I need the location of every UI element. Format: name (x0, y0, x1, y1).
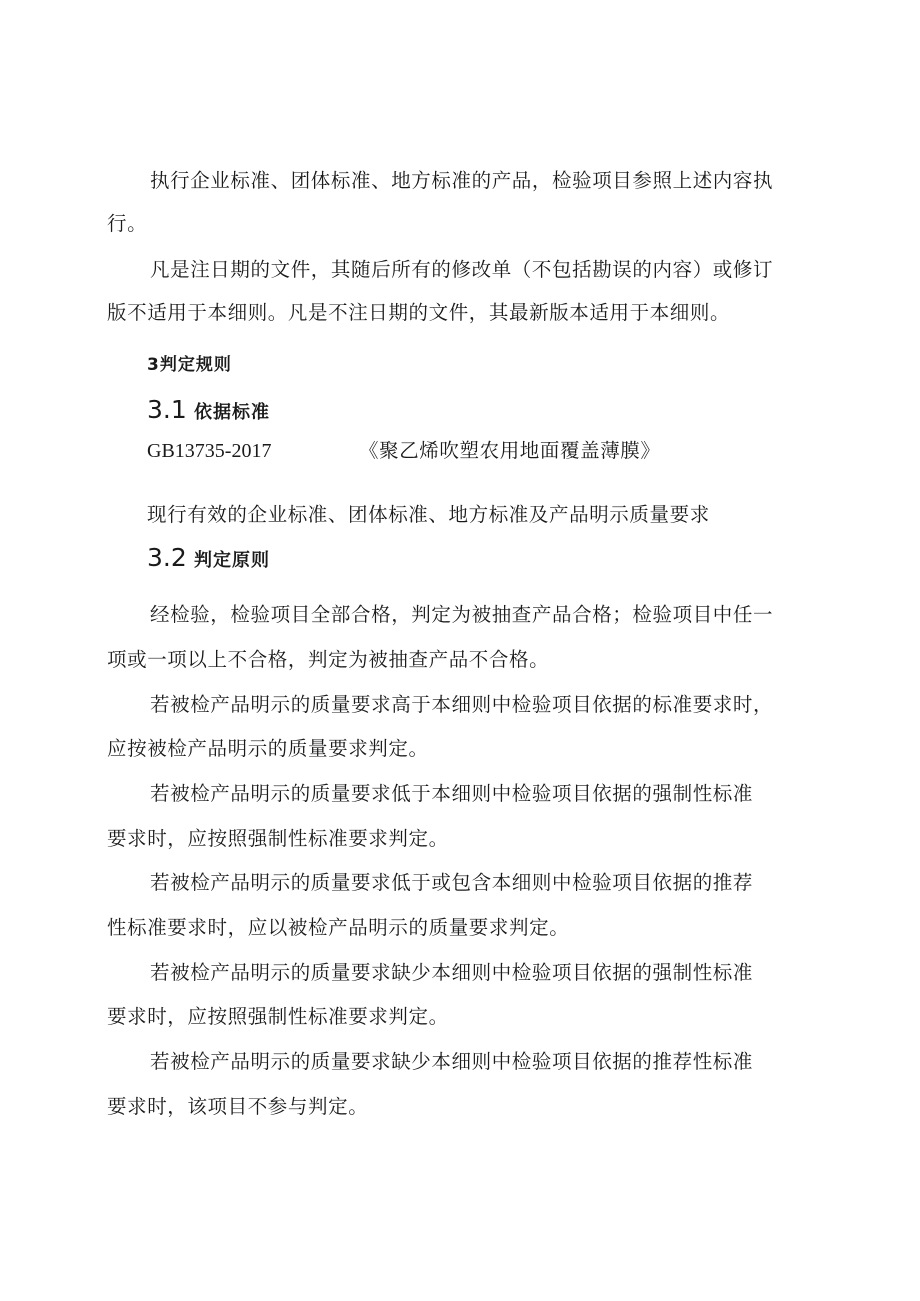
subsection-number: 3.1 (147, 395, 187, 424)
subsection-number: 3.2 (147, 543, 187, 572)
section-heading: 3判定规则 (147, 355, 232, 375)
rule-line: 若被检产品明示的质量要求缺少本细则中检验项目依据的推荐性标准 (150, 1050, 754, 1073)
rule-line: 若被检产品明示的质量要求低于或包含本细则中检验项目依据的推荐 (150, 871, 754, 894)
subsection-title: 依据标准 (194, 402, 271, 423)
rule-line: 应按被检产品明示的质量要求判定。 (107, 737, 429, 760)
rule-line: 若被检产品明示的质量要求高于本细则中检验项目依据的标准要求时， (150, 693, 774, 716)
paragraph-line: 行。 (107, 212, 148, 235)
rule-line: 若被检产品明示的质量要求缺少本细则中检验项目依据的强制性标准 (150, 961, 754, 984)
paragraph-line: 执行企业标准、团体标准、地方标准的产品，检验项目参照上述内容执 (150, 169, 774, 192)
subsection-title: 判定原则 (194, 550, 271, 571)
rule-line: 性标准要求时，应以被检产品明示的质量要求判定。 (107, 916, 570, 939)
rule-line: 要求时，该项目不参与判定。 (107, 1095, 369, 1118)
rule-line: 若被检产品明示的质量要求低于本细则中检验项目依据的强制性标准 (150, 782, 754, 805)
paragraph-line: 版不适用于本细则。凡是不注日期的文件，其最新版本适用于本细则。 (107, 301, 731, 324)
standard-note: 现行有效的企业标准、团体标准、地方标准及产品明示质量要求 (147, 503, 710, 526)
subsection-heading (147, 545, 270, 574)
subsection-heading (147, 397, 270, 426)
standard-code: GB13735-2017 (147, 440, 272, 462)
rule-line: 要求时，应按照强制性标准要求判定。 (107, 827, 449, 850)
rule-line: 经检验，检验项目全部合格，判定为被抽查产品合格；检验项目中任一 (150, 603, 774, 626)
rule-line: 要求时，应按照强制性标准要求判定。 (107, 1005, 449, 1028)
rule-line: 项或一项以上不合格，判定为被抽查产品不合格。 (107, 648, 550, 671)
paragraph-line: 凡是注日期的文件，其随后所有的修改单（不包括勘误的内容）或修订 (150, 258, 774, 281)
standard-name: 《聚乙烯吹塑农用地面覆盖薄膜》 (359, 439, 661, 462)
